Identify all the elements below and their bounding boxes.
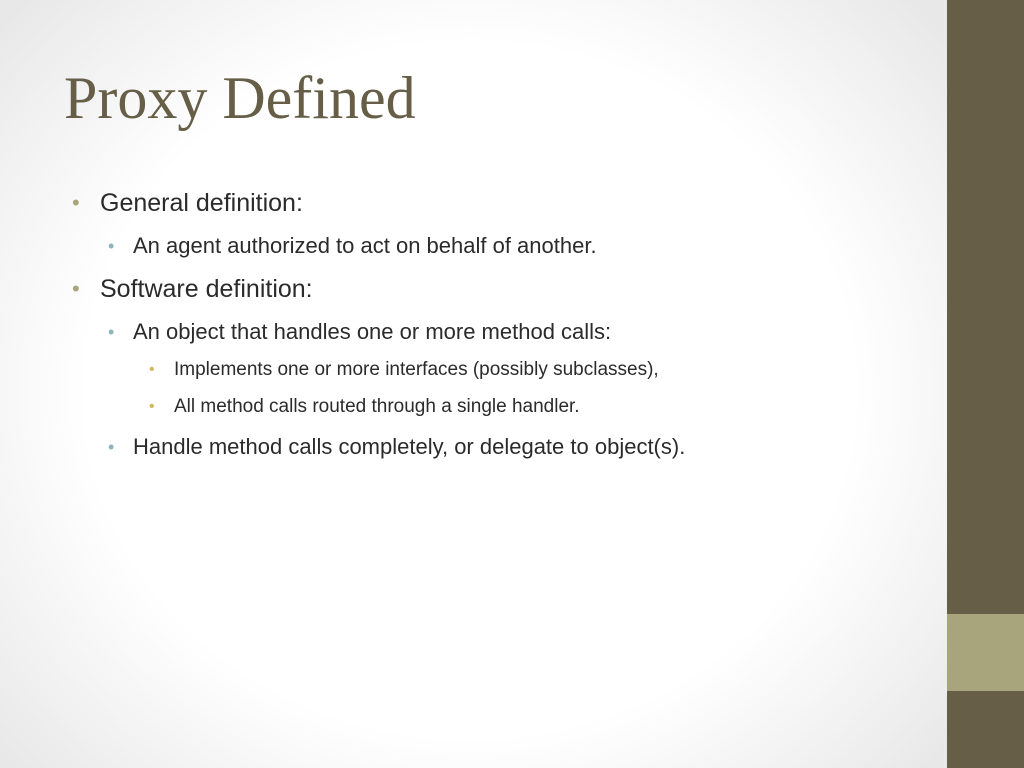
bullet-icon: • xyxy=(72,190,80,215)
bullet-text: All method calls routed through a single handler. xyxy=(174,396,580,417)
bullet-text: Handle method calls completely, or delegate to object(s). xyxy=(133,434,686,459)
bullet-object-handles-calls xyxy=(108,318,612,346)
bullet-single-handler xyxy=(149,395,580,419)
bullet-icon: • xyxy=(108,322,115,342)
bullet-icon: • xyxy=(108,437,115,457)
bullet-agent-authorized xyxy=(108,232,597,260)
bullet-implements-interfaces xyxy=(149,358,659,382)
slide-title: Proxy Defined xyxy=(64,65,416,131)
bullet-text: General definition: xyxy=(100,189,303,217)
bullet-handle-or-delegate xyxy=(108,433,686,461)
bullet-icon: • xyxy=(108,236,115,256)
bullet-general-definition xyxy=(72,188,303,218)
bullet-text: An agent authorized to act on behalf of another. xyxy=(133,233,597,258)
bullet-text: Implements one or more interfaces (possibly subclasses), xyxy=(174,359,659,380)
bullet-software-definition xyxy=(72,274,313,304)
side-accent-block xyxy=(947,614,1024,691)
bullet-icon: • xyxy=(149,361,155,378)
bullet-icon: • xyxy=(149,398,155,415)
bullet-text: Software definition: xyxy=(100,275,313,303)
bullet-icon: • xyxy=(72,276,80,301)
bullet-text: An object that handles one or more method calls: xyxy=(133,319,612,344)
